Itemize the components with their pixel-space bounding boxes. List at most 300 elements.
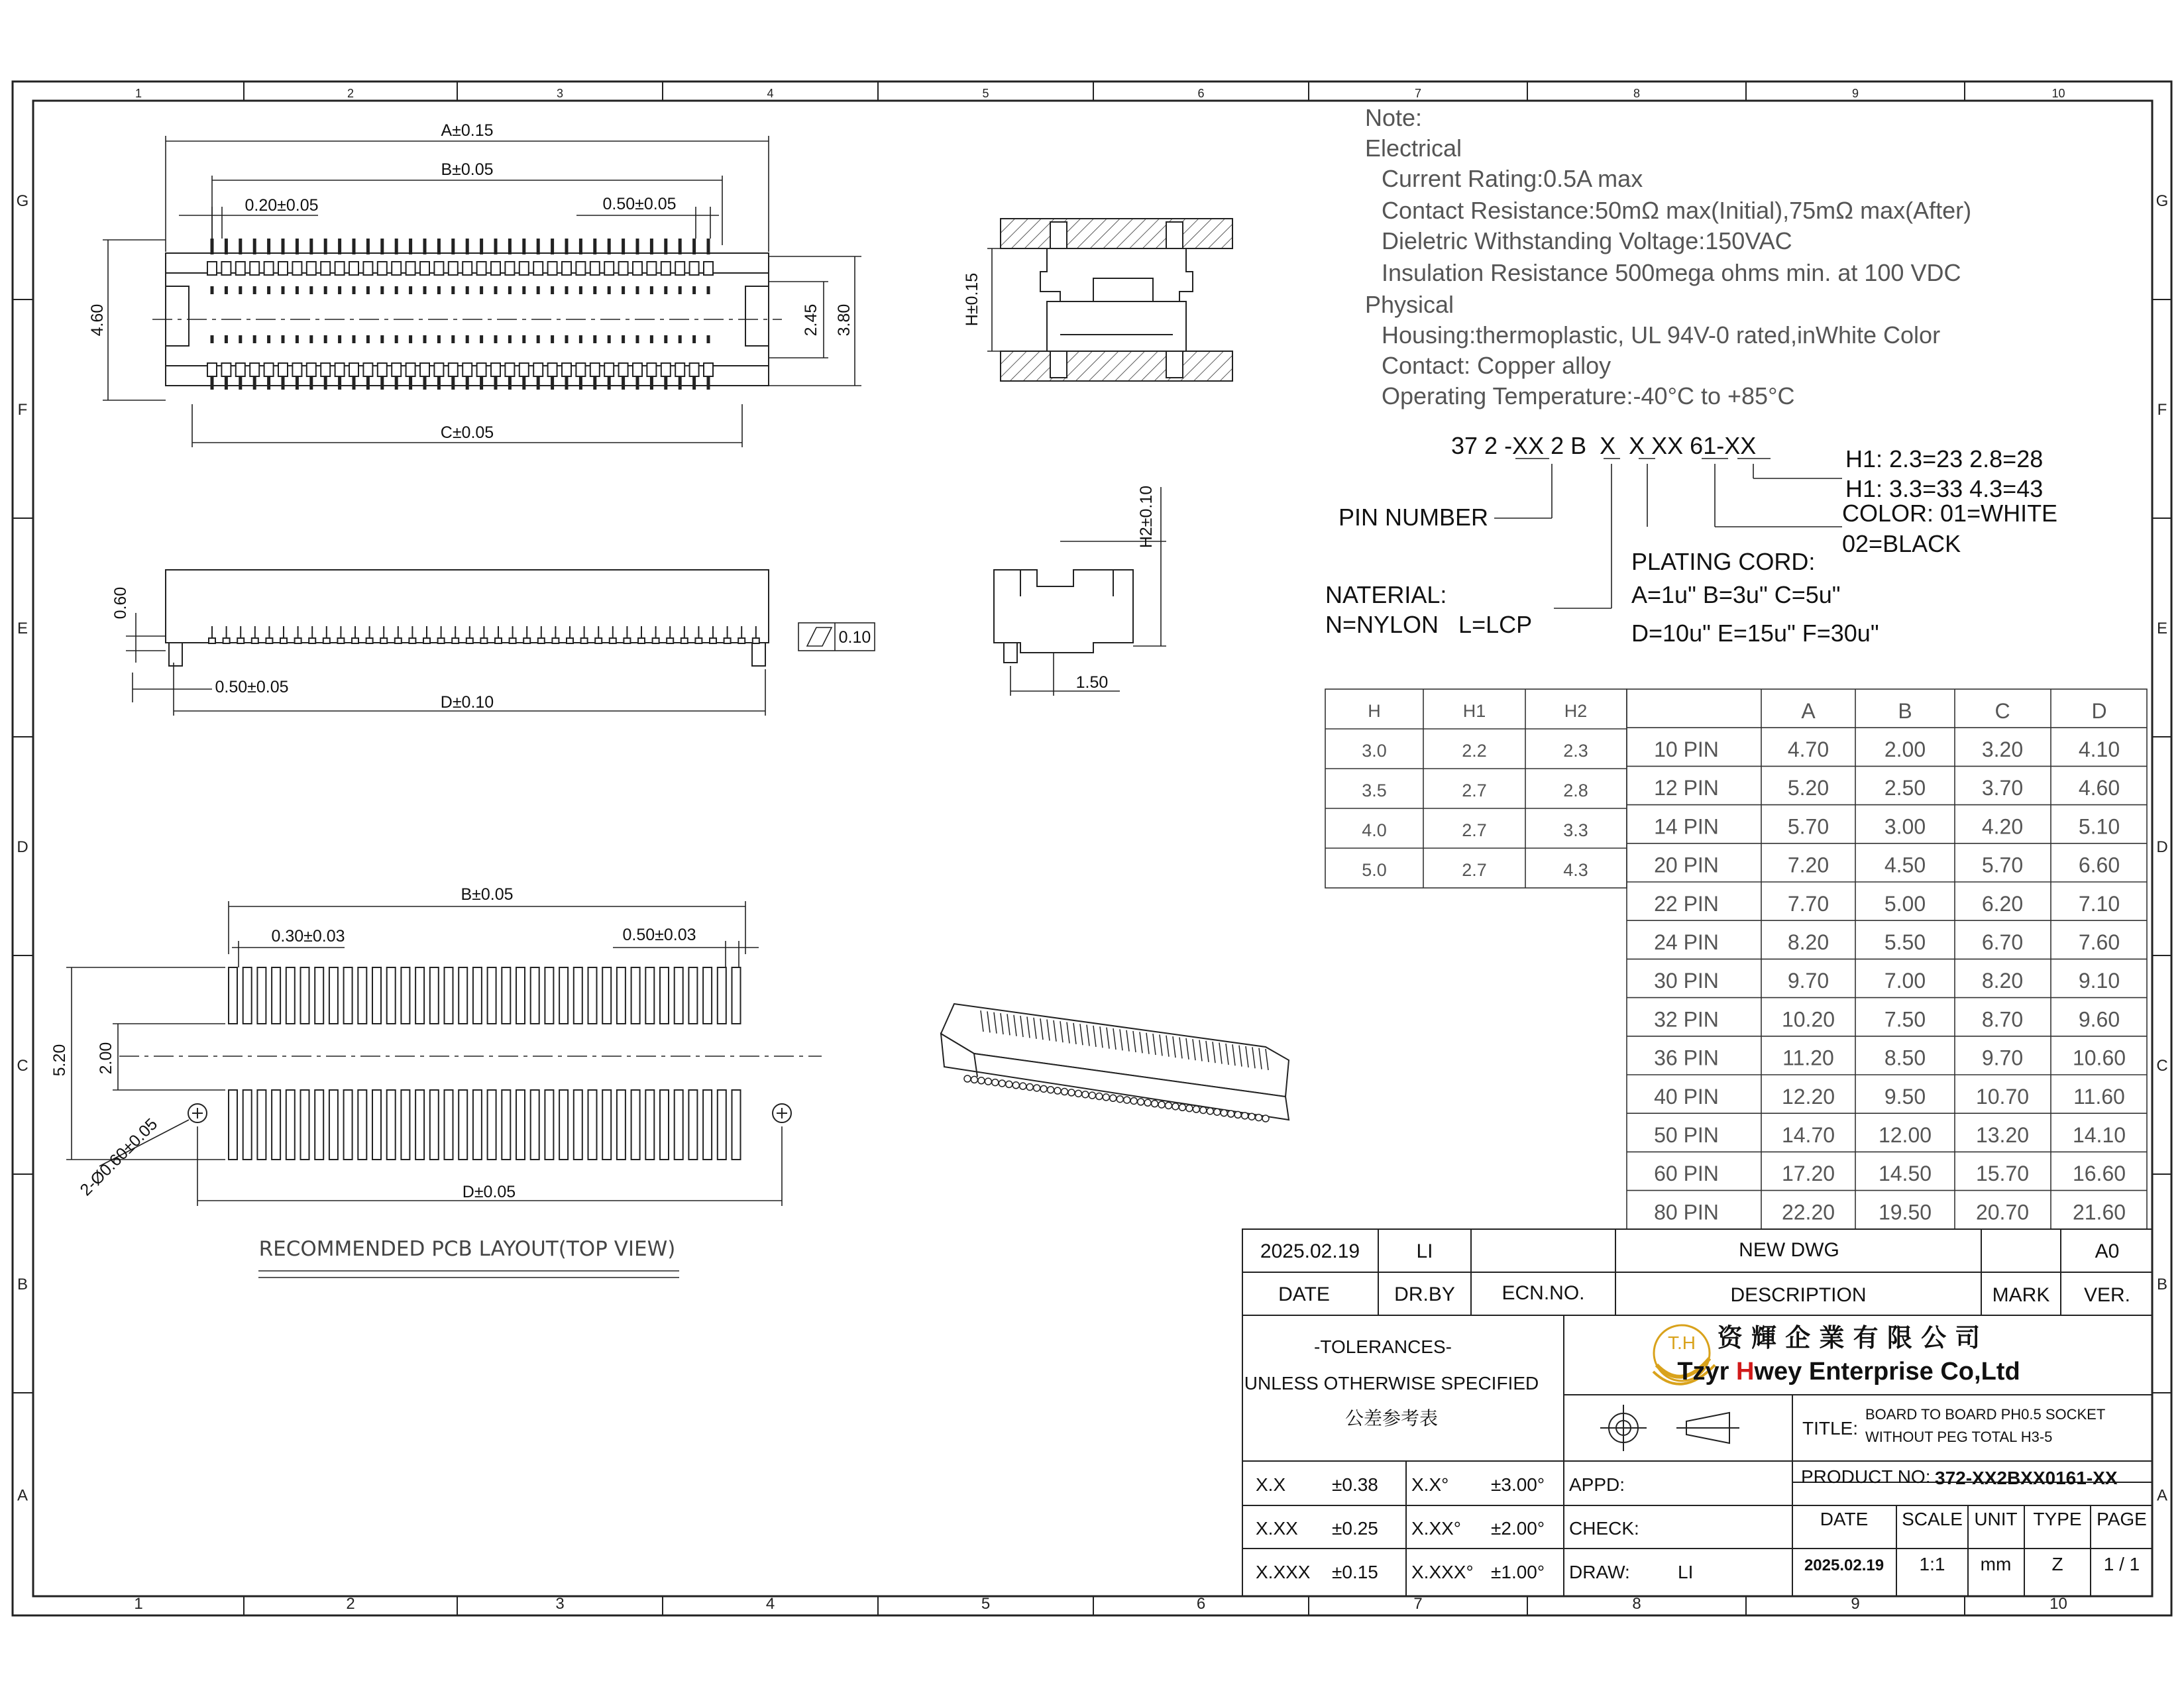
notes-physical-2: Contact: Copper alloy	[1382, 352, 1611, 379]
iso-foot	[1138, 1099, 1144, 1105]
tolerance-cell: X.X°	[1411, 1474, 1449, 1495]
top-contact-slot	[690, 262, 699, 275]
pcb-hole-label: 2-Ø0.60±0.05	[76, 1115, 162, 1200]
dim-060-label: 0.60	[111, 586, 130, 620]
frame-row-label-left: G	[16, 192, 29, 210]
dim-table-cell: 9.50	[1884, 1084, 1926, 1109]
iso-foot	[1054, 1087, 1061, 1094]
company-cn-name: 资 輝 企 業 有 限 公 司	[1717, 1323, 1981, 1352]
frame-col-label-bottom: 8	[1632, 1595, 1641, 1613]
dim-table-cell: 15.70	[1975, 1162, 2030, 1186]
dim-side-pitch-label: 0.50±0.05	[215, 678, 289, 696]
top-pin	[451, 286, 455, 294]
frame-row-label-left: E	[17, 620, 28, 637]
iso-foot	[1242, 1113, 1248, 1119]
top-contact-slot	[675, 363, 684, 376]
tolerance-cell: X.XX°	[1411, 1518, 1462, 1539]
tolerance-cell: X.XXX°	[1411, 1562, 1474, 1582]
iso-foot	[1110, 1095, 1117, 1101]
top-pin	[267, 239, 270, 254]
tb-page-header: PAGE	[2097, 1509, 2147, 1529]
dim-table-cell: 7.00	[1884, 969, 1926, 993]
dim-table-cell: 9.70	[1981, 1046, 2024, 1070]
top-pin	[692, 239, 696, 254]
top-pin	[338, 239, 341, 254]
side-pin-foot	[753, 638, 759, 643]
rev-drby-header: DR.BY	[1394, 1283, 1455, 1305]
iso-foot	[1186, 1105, 1193, 1112]
frame-row-label-right: C	[2156, 1057, 2168, 1075]
tolerance-cell: ±3.00°	[1491, 1474, 1545, 1495]
top-pin	[253, 286, 256, 294]
side-pin-foot	[352, 638, 358, 643]
top-contact-slot	[647, 262, 656, 275]
side-pin-foot	[738, 638, 745, 643]
frame-col-label-bottom: 6	[1196, 1595, 1206, 1613]
iso-foot	[1172, 1103, 1179, 1110]
top-pin	[451, 335, 455, 343]
dim-table-cell: 20.70	[1975, 1200, 2030, 1224]
top-contact-slot	[463, 262, 472, 275]
side-pin-foot	[409, 638, 415, 643]
top-contact-slot	[675, 262, 684, 275]
dim-b-label: B±0.05	[441, 160, 494, 179]
top-contact-slot	[519, 363, 529, 376]
rev-desc-header: DESCRIPTION	[1730, 1284, 1867, 1306]
top-pin	[537, 335, 540, 343]
top-contact-slot	[604, 262, 614, 275]
dim-table-cell: 19.50	[1878, 1200, 1932, 1224]
top-pin	[537, 239, 540, 254]
dim-d-label: D±0.10	[440, 693, 494, 712]
iso-foot	[1089, 1092, 1095, 1099]
iso-foot	[1062, 1089, 1068, 1095]
dim-flatness-label: 0.10	[838, 628, 871, 647]
top-pin	[692, 335, 696, 343]
tb-unit-value: mm	[1980, 1554, 2012, 1574]
iso-foot	[1152, 1101, 1158, 1107]
part-code-plating-title: PLATING CORD:	[1631, 548, 1816, 575]
dim-380-label: 3.80	[835, 303, 853, 337]
top-contact-slot	[207, 363, 217, 376]
dim-table-cell: 14.10	[2072, 1123, 2126, 1147]
dim-h-label: H±0.15	[963, 272, 981, 327]
iso-foot	[1048, 1087, 1054, 1093]
dim-table-cell: 8.50	[1884, 1046, 1926, 1070]
top-pin	[423, 286, 427, 294]
dim-table-cell: 80 PIN	[1654, 1200, 1719, 1224]
dim-245-label: 2.45	[802, 303, 820, 337]
part-code-plating-1: A=1u" B=3u" C=5u"	[1631, 581, 1841, 608]
dim-table-cell: 12.00	[1878, 1123, 1932, 1147]
height-table-header: H1	[1462, 701, 1486, 721]
top-pin	[608, 239, 611, 254]
tb-type-value: Z	[2051, 1554, 2063, 1574]
notes-physical-3: Operating Temperature:-40°C to +85°C	[1382, 382, 1795, 409]
top-pin	[380, 335, 384, 343]
dim-table-cell: 21.60	[2072, 1200, 2126, 1224]
top-contact-slot	[335, 262, 345, 275]
part-code: 37 2 -XX 2 B X X XX 61-XX	[1451, 432, 1757, 459]
dim-table-cell: 10 PIN	[1654, 737, 1719, 761]
top-pin	[707, 239, 710, 254]
iso-foot	[1214, 1109, 1221, 1115]
frame-col-label-top: 8	[1633, 87, 1641, 100]
dim-c-label: C±0.05	[440, 423, 494, 442]
top-pin	[679, 286, 682, 294]
top-contact-slot	[292, 363, 301, 376]
side-pin-foot	[366, 638, 373, 643]
top-contact-slot	[264, 262, 274, 275]
top-contact-slot	[236, 363, 245, 376]
top-pin	[267, 286, 270, 294]
notes-electrical-header: Electrical	[1365, 135, 1462, 162]
dim-table-cell: 9.10	[2078, 969, 2120, 993]
side-pin-foot	[252, 638, 258, 643]
dim-460-label: 4.60	[88, 303, 107, 337]
side-pin-foot	[452, 638, 459, 643]
iso-foot	[1124, 1097, 1130, 1103]
tb-type-header: TYPE	[2033, 1509, 2082, 1529]
iso-foot	[1262, 1115, 1269, 1122]
top-contact-slot	[321, 363, 330, 376]
height-table-header: H	[1368, 701, 1381, 721]
top-pin	[296, 335, 299, 343]
dim-table-cell: 30 PIN	[1654, 969, 1719, 993]
notes-electrical-3: Dieletric Withstanding Voltage:150VAC	[1382, 227, 1792, 254]
frame-col-label-top: 9	[1851, 87, 1859, 100]
top-pin	[650, 335, 653, 343]
top-pin	[608, 335, 611, 343]
dim-table-cell: 40 PIN	[1654, 1084, 1719, 1109]
iso-foot	[1256, 1115, 1262, 1121]
tolerance-cell: X.XX	[1256, 1518, 1298, 1539]
frame-col-label-top: 2	[347, 87, 355, 100]
top-pin	[239, 286, 242, 294]
side-pin-foot	[438, 638, 445, 643]
top-contact-slot	[406, 363, 415, 376]
top-contact-slot	[690, 363, 699, 376]
top-pin	[282, 239, 285, 254]
top-pin	[353, 286, 356, 294]
company-en-h: H	[1736, 1358, 1755, 1386]
dim-table-cell: 12.20	[1781, 1084, 1835, 1109]
top-pin	[565, 239, 569, 254]
dim-table-header: B	[1898, 699, 1912, 723]
notes-electrical-2: Contact Resistance:50mΩ max(Initial),75mΩ max(After)	[1382, 197, 1972, 224]
top-contact-slot	[207, 262, 217, 275]
frame-row-label-left: A	[17, 1486, 28, 1505]
top-pin	[451, 239, 455, 254]
top-pin	[522, 335, 525, 343]
rev-date-value: 2025.02.19	[1260, 1240, 1360, 1262]
top-contact-slot	[349, 363, 358, 376]
dim-table-cell: 4.60	[2078, 776, 2120, 800]
side-pin-foot	[395, 638, 402, 643]
pcb-dim-d-label: D±0.05	[462, 1183, 516, 1201]
top-contact-slot	[704, 363, 713, 376]
frame-row-label-right: F	[2157, 401, 2167, 419]
side-pin-foot	[323, 638, 330, 643]
dim-table-cell: 7.10	[2078, 891, 2120, 916]
side-pin-foot	[695, 638, 702, 643]
frame-col-label-bottom: 9	[1851, 1595, 1860, 1613]
iso-foot	[978, 1077, 985, 1084]
iso-foot	[1117, 1096, 1123, 1103]
top-pin	[239, 239, 242, 254]
tb-scale-header: SCALE	[1902, 1509, 1963, 1529]
pcb-dim-050-label: 0.50±0.03	[622, 926, 696, 944]
top-pin	[494, 286, 498, 294]
side-pin-foot	[309, 638, 315, 643]
top-pin	[480, 286, 483, 294]
top-pin	[395, 335, 398, 343]
top-pin	[296, 239, 299, 254]
top-contact-slot	[349, 262, 358, 275]
frame-col-label-bottom: 4	[765, 1595, 775, 1613]
top-contact-slot	[533, 363, 543, 376]
top-pin	[608, 286, 611, 294]
top-pin	[309, 286, 313, 294]
frame-row-label-right: E	[2156, 620, 2168, 637]
top-contact-slot	[548, 363, 557, 376]
company-en-prefix: Tzyr	[1677, 1358, 1737, 1386]
top-pin	[593, 286, 596, 294]
height-table-cell: 2.2	[1462, 741, 1487, 761]
top-pin	[211, 286, 214, 294]
pcb-dim-b-label: B±0.05	[461, 885, 514, 904]
top-pin	[309, 335, 313, 343]
iso-foot	[1221, 1110, 1227, 1116]
top-pin	[480, 335, 483, 343]
top-contact-slot	[619, 262, 628, 275]
frame-col-label-top: 4	[767, 87, 774, 100]
logo-text: T.H	[1668, 1333, 1696, 1353]
iso-foot	[1234, 1111, 1241, 1118]
side-pin-foot	[581, 638, 588, 643]
top-contact-slot	[236, 262, 245, 275]
top-pin	[622, 286, 625, 294]
top-pin	[664, 239, 667, 254]
dim-table-cell: 6.20	[1981, 891, 2024, 916]
side-pin-foot	[667, 638, 673, 643]
iso-foot	[1012, 1082, 1019, 1089]
frame-row-label-right: D	[2156, 838, 2168, 856]
frame-row-label-left: B	[17, 1276, 28, 1293]
rev-ver-value: A0	[2095, 1240, 2120, 1262]
side-pin-foot	[681, 638, 688, 643]
pcb-caption: RECOMMENDED PCB LAYOUT(TOP VIEW)	[258, 1237, 676, 1261]
side-pin-foot	[423, 638, 430, 643]
dim-table-cell: 3.20	[1981, 737, 2024, 761]
top-contact-slot	[562, 363, 571, 376]
top-pin	[622, 239, 625, 254]
top-pin	[225, 335, 228, 343]
check-label: CHECK:	[1569, 1518, 1639, 1539]
dim-table-cell: 3.00	[1884, 814, 1926, 839]
top-pin	[679, 335, 682, 343]
top-contact-slot	[363, 363, 372, 376]
frame-row-label-right: B	[2156, 1276, 2168, 1293]
top-contact-slot	[477, 262, 486, 275]
top-pin	[593, 335, 596, 343]
notes-physical-1: Housing:thermoplastic, UL 94V-0 rated,inWhite Color	[1382, 321, 1941, 349]
company-en-suffix: wey Enterprise Co,Ltd	[1754, 1358, 2020, 1386]
top-pin	[409, 239, 412, 254]
dim-table-cell: 8.70	[1981, 1007, 2024, 1032]
top-contact-slot	[491, 262, 500, 275]
dim-table-cell: 7.70	[1787, 891, 1829, 916]
dim-table-cell: 14.70	[1781, 1123, 1835, 1147]
tol-subtitle: UNLESS OTHERWISE SPECIFIED	[1244, 1373, 1539, 1393]
top-contact-slot	[562, 262, 571, 275]
top-contact-slot	[548, 262, 557, 275]
side-pin-foot	[380, 638, 387, 643]
product-label: PRODUCT NO:	[1801, 1466, 1931, 1487]
iso-foot	[1068, 1089, 1075, 1096]
top-pin	[636, 286, 639, 294]
dim-table-cell: 3.70	[1981, 776, 2024, 800]
top-contact-slot	[392, 262, 401, 275]
top-contact-slot	[661, 363, 671, 376]
frame-row-label-right: A	[2156, 1486, 2168, 1505]
top-pin	[692, 286, 696, 294]
top-pin	[679, 239, 682, 254]
frame-col-label-bottom: 2	[346, 1595, 355, 1613]
iso-foot	[1179, 1104, 1185, 1111]
dim-table-cell: 11.20	[1782, 1046, 1834, 1070]
tolerance-cell: ±0.38	[1332, 1474, 1378, 1495]
top-contact-slot	[519, 262, 529, 275]
top-pin	[551, 286, 554, 294]
top-pin	[353, 239, 356, 254]
top-contact-slot	[449, 363, 458, 376]
notes-physical-header: Physical	[1365, 291, 1454, 318]
notes-electrical-1: Current Rating:0.5A max	[1382, 165, 1643, 192]
top-pin	[366, 239, 370, 254]
dim-table-cell: 7.50	[1884, 1007, 1926, 1032]
pcb-dim-520-label: 5.20	[50, 1044, 69, 1077]
dim-table-cell: 8.20	[1787, 930, 1829, 954]
top-pin	[366, 335, 370, 343]
height-table-cell: 3.0	[1362, 741, 1387, 761]
top-contact-slot	[406, 262, 415, 275]
dim-pitch2-label: 0.50±0.05	[602, 195, 677, 213]
top-pin	[593, 239, 596, 254]
top-pin	[296, 286, 299, 294]
side-pin-foot	[595, 638, 602, 643]
frame-col-label-bottom: 1	[134, 1595, 143, 1613]
rev-date-header: DATE	[1278, 1283, 1330, 1305]
side-pin-foot	[223, 638, 230, 643]
top-contact-slot	[505, 262, 514, 275]
top-pin	[508, 335, 512, 343]
top-pin	[423, 335, 427, 343]
top-pin	[522, 286, 525, 294]
top-contact-slot	[604, 363, 614, 376]
iso-foot	[1096, 1093, 1103, 1100]
side-pin-foot	[638, 638, 645, 643]
top-contact-slot	[505, 363, 514, 376]
top-pin	[650, 286, 653, 294]
rev-drby-value: LI	[1416, 1240, 1433, 1262]
rev-ecn-header: ECN.NO.	[1502, 1282, 1585, 1304]
tolerance-cell: ±2.00°	[1491, 1518, 1545, 1539]
side-pin-foot	[538, 638, 545, 643]
top-pin	[211, 335, 214, 343]
top-pin	[282, 335, 285, 343]
top-pin	[409, 286, 412, 294]
dim-table-header: C	[1994, 699, 2010, 723]
dim-table-cell: 13.20	[1975, 1123, 2030, 1147]
title-line-1: BOARD TO BOARD PH0.5 SOCKET	[1865, 1406, 2106, 1423]
top-pin	[253, 335, 256, 343]
top-pin	[423, 239, 427, 254]
dim-table-cell: 4.50	[1884, 853, 1926, 877]
top-contact-slot	[491, 363, 500, 376]
top-pin	[522, 239, 525, 254]
dim-table-cell: 8.20	[1981, 969, 2024, 993]
top-pin	[395, 286, 398, 294]
top-contact-slot	[278, 363, 288, 376]
tb-page-value: 1 / 1	[2103, 1554, 2140, 1574]
draw-value: LI	[1678, 1562, 1694, 1582]
top-pin	[437, 286, 441, 294]
top-pin	[466, 239, 469, 254]
frame-col-label-top: 7	[1414, 87, 1422, 100]
dim-table-cell: 4.10	[2078, 737, 2120, 761]
part-code-color-2: 02=BLACK	[1842, 530, 1961, 557]
dim-table-cell: 10.60	[2072, 1046, 2126, 1070]
iso-foot	[1034, 1085, 1040, 1091]
tolerance-cell: X.X	[1256, 1474, 1286, 1495]
dim-table-cell: 2.00	[1884, 737, 1926, 761]
dim-a-label: A±0.15	[441, 121, 494, 140]
top-pin	[508, 239, 512, 254]
pcb-dim-200-label: 2.00	[97, 1042, 115, 1075]
top-pin	[480, 239, 483, 254]
top-contact-slot	[221, 262, 231, 275]
frame-col-label-bottom: 5	[981, 1595, 991, 1613]
iso-foot	[1193, 1106, 1199, 1113]
frame-col-label-top: 6	[1197, 87, 1205, 100]
top-contact-slot	[420, 262, 429, 275]
dim-table-cell: 5.70	[1787, 814, 1829, 839]
top-pin	[338, 335, 341, 343]
top-contact-slot	[704, 262, 713, 275]
side-pin-foot	[552, 638, 559, 643]
iso-foot	[999, 1080, 1005, 1087]
side-pin-foot	[495, 638, 502, 643]
dim-table-cell: 7.60	[2078, 930, 2120, 954]
frame-col-label-bottom: 10	[2049, 1595, 2067, 1613]
top-pin	[380, 286, 384, 294]
iso-foot	[1248, 1113, 1255, 1120]
frame-row-label-left: D	[17, 838, 28, 856]
rev-description-value: NEW DWG	[1739, 1239, 1839, 1261]
tolerance-cell: ±1.00°	[1491, 1562, 1545, 1582]
top-contact-slot	[264, 363, 274, 376]
top-pin	[409, 335, 412, 343]
frame-col-label-top: 5	[982, 87, 989, 100]
tb-scale-value: 1:1	[1919, 1554, 1945, 1574]
top-pin	[636, 239, 639, 254]
top-pin	[707, 286, 710, 294]
dim-table-cell: 4.70	[1787, 737, 1829, 761]
top-contact-slot	[420, 363, 429, 376]
top-pin	[324, 239, 327, 254]
side-pin-foot	[567, 638, 573, 643]
